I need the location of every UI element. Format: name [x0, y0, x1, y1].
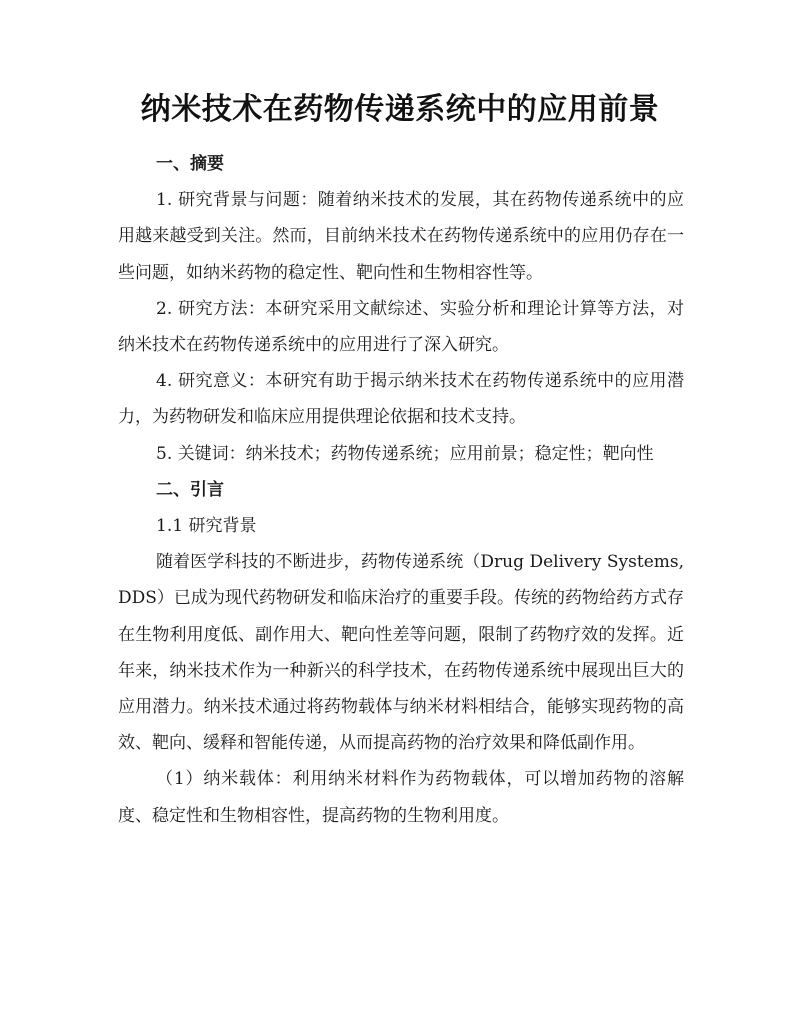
section-heading-abstract: 一、摘要	[156, 154, 224, 174]
document-title: 纳米技术在药物传递系统中的应用前景	[140, 92, 660, 127]
abstract-item-background: 1. 研究背景与问题：随着纳米技术的发展，其在药物传递系统中的应用越来越受到关注。然而，目前纳米技术在药物传递系统中的应用仍存在一些问题，如纳米药物的稳定性、靶向性和生物相容性等。	[118, 190, 684, 283]
introduction-paragraph: 随着医学科技的不断进步，药物传递系统（Drug Delivery Systems, DDS）已成为现代药物研发和临床治疗的重要手段。传统的药物给药方式存在生物利用度低、副作用大、靶向性差等问题，限制了药物疗效的发挥。近年来，纳米技术作为一种新兴的科学技术，在药物传递系统中展现出巨大的应用潜力。纳米技术通过将药物载体与纳米材料相结合，能够实现药物的高效、靶向、缓释和智能传递，从而提高药物的治疗效果和降低副作用。	[118, 552, 684, 754]
abstract-item-keywords: 5. 关键词：纳米技术；药物传递系统；应用前景；稳定性；靶向性	[156, 443, 654, 464]
abstract-item-method: 2. 研究方法：本研究采用文献综述、实验分析和理论计算等方法，对纳米技术在药物传递系统中的应用进行了深入研究。	[118, 298, 684, 356]
introduction-point-nanocarrier: （1）纳米载体：利用纳米材料作为药物载体，可以增加药物的溶解度、稳定性和生物相容性，提高药物的生物利用度。	[118, 769, 684, 826]
abstract-item-significance: 4. 研究意义：本研究有助于揭示纳米技术在药物传递系统中的应用潜力，为药物研发和临床应用提供理论依据和技术支持。	[118, 371, 684, 428]
subsection-heading-background: 1.1 研究背景	[156, 516, 257, 537]
document-body	[118, 146, 684, 834]
section-heading-introduction: 二、引言	[156, 479, 224, 500]
